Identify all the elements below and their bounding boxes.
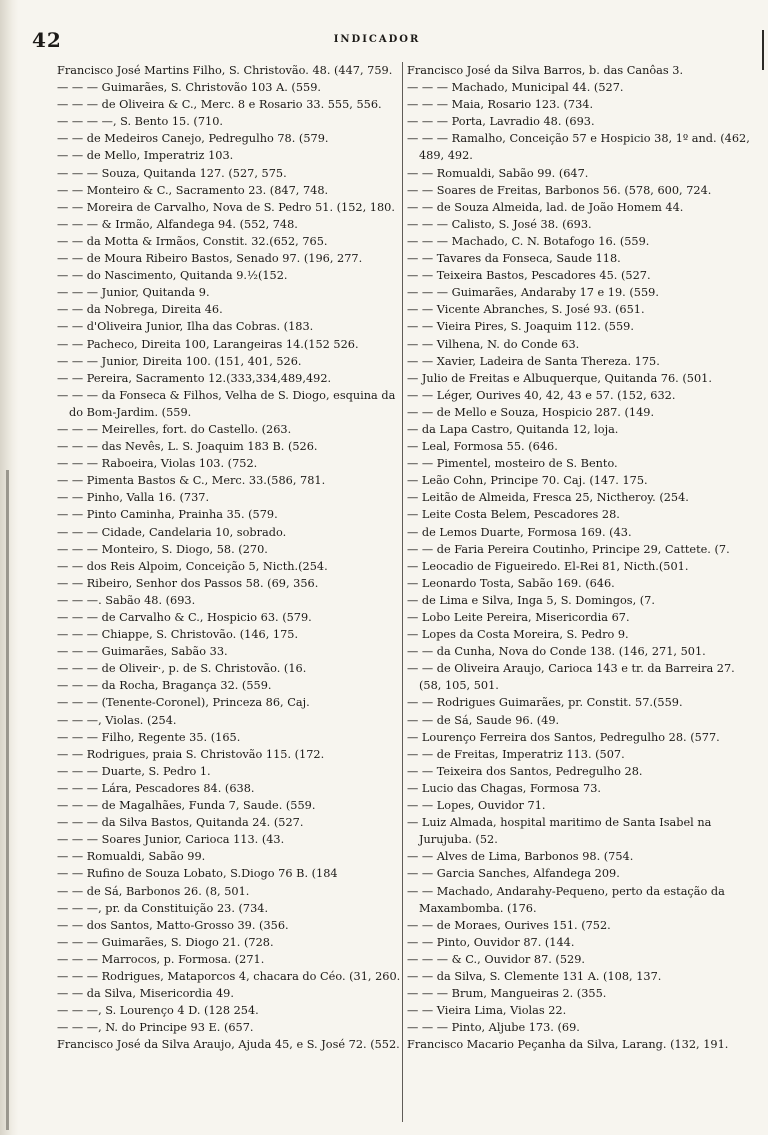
directory-entry: — — Léger, Ourives 40, 42, 43 e 57. (152, 632. [407,388,676,402]
directory-entry: — — de Sá, Barbonos 26. (8, 501. [57,884,250,898]
binding-edge-mark [6,470,9,1130]
directory-entry: — — da Motta & Irmãos, Constit. 32.(652, 765. [57,234,328,248]
directory-entry: — — Rufino de Souza Lobato, S.Diogo 76 B. (184 [57,867,338,881]
directory-entry: — — —, pr. da Constituição 23. (734. [57,901,269,915]
directory-entry: — — Teixeira Bastos, Pescadores 45. (527. [407,269,651,283]
directory-entry: — Leitão de Almeida, Fresca 25, Nictheroy. (254. [407,491,689,505]
directory-entry: — da Lapa Castro, Quitanda 12, loja. [407,422,619,436]
directory-entry: Francisco Macario Peçanha da Silva, Larang. (132, 191. [407,1038,729,1052]
directory-entry: — — de Faria Pereira Coutinho, Principe 29, Cattete. (7. [407,542,730,556]
directory-entry: — — Monteiro & C., Sacramento 23. (847, 748. [57,183,329,197]
directory-entry: — — Pimenta Bastos & C., Merc. 33.(586, 781. [57,474,326,488]
directory-entry: — — — de Magalhães, Funda 7, Saude. (559. [57,799,316,813]
directory-entry: — — — de Oliveira & C., Merc. 8 e Rosario 33. 555, 556. [57,98,382,112]
directory-entry: Francisco José da Silva Araujo, Ajuda 45, e S. José 72. (552. [57,1038,400,1052]
directory-entry: — — de Oliveira Araujo, Carioca 143 e tr. da Barreira 27. (58, 105, 501. [407,662,735,693]
directory-entry: — Luiz Almada, hospital maritimo de Santa Isabel na Jurujuba. (52. [407,816,712,847]
directory-entry: — — —, Violas. (254. [57,713,177,727]
directory-entry: — — de Mello e Souza, Hospicio 287. (149. [407,405,655,419]
directory-entry: — — — da Silva Bastos, Quitanda 24. (527. [57,816,304,830]
directory-entry: — Julio de Freitas e Albuquerque, Quitanda 76. (501. [407,371,712,385]
directory-entry: — — — Meirelles, fort. do Castello. (263. [57,422,292,436]
directory-entry: — — — Machado, Municipal 44. (527. [407,81,624,95]
directory-entry: — — — (Tenente-Coronel), Princeza 86, Caj. [57,696,310,710]
directory-entry: — — Rodrigues Guimarães, pr. Constit. 57.(559. [407,696,683,710]
directory-entry: — — do Nascimento, Quitanda 9.½(152. [57,269,288,283]
directory-entry: — — — Guimarães, Sabão 33. [57,645,228,659]
directory-entry: — — dos Santos, Matto-Grosso 39. (356. [57,918,289,932]
directory-entry: — Leonardo Tosta, Sabão 169. (646. [407,576,615,590]
directory-entry: — — Vieira Lima, Violas 22. [407,1004,567,1018]
directory-entry: — — — Duarte, S. Pedro 1. [57,764,211,778]
directory-entry: — — de Souza Almeida, lad. de João Homem 44. [407,200,684,214]
directory-entry: — — — Junior, Direita 100. (151, 401, 526. [57,354,302,368]
directory-entry: — — — Guimarães, S. Christovão 103 A. (559. [57,81,321,95]
directory-entry: — Leocadio de Figueiredo. El-Rei 81, Nicth.(501. [407,559,689,573]
directory-entry: — — de Mello, Imperatriz 103. [57,149,234,163]
directory-entry: — — — Ramalho, Conceição 57 e Hospicio 38, 1º and. (462, 489, 492. [407,132,750,163]
directory-entry: — — — Lára, Pescadores 84. (638. [57,781,255,795]
directory-entry: — — — Machado, C. N. Botafogo 16. (559. [407,234,650,248]
directory-entry: — — — da Rocha, Bragança 32. (559. [57,679,272,693]
directory-entry: Francisco José da Silva Barros, b. das Canôas 3. [407,64,684,77]
directory-entry: — — Ribeiro, Senhor dos Passos 58. (69, 356. [57,576,319,590]
directory-entry: — — Moreira de Carvalho, Nova de S. Pedro 51. (152, 180. [57,200,395,214]
column-rule [402,62,403,1122]
directory-entry: — — Garcia Sanches, Alfandega 209. [407,867,620,881]
directory-entry: — — Teixeira dos Santos, Pedregulho 28. [407,764,643,778]
directory-entry: — — da Silva, Misericordia 49. [57,987,234,1001]
directory-entry: — — da Cunha, Nova do Conde 138. (146, 271, 501. [407,645,706,659]
directory-entry: — Lourenço Ferreira dos Santos, Pedregulho 28. (577. [407,730,720,744]
directory-entry: Francisco José Martins Filho, S. Christovão. 48. (447, 759. [57,64,393,77]
directory-entry: — — Vicente Abranches, S. José 93. (651. [407,303,645,317]
right-column [407,62,755,1122]
directory-entry: — — da Silva, S. Clemente 131 A. (108, 137. [407,969,662,983]
page-number: 42 [32,28,62,52]
page-binding-shadow [0,0,18,1135]
directory-entry: — — Xavier, Ladeira de Santa Thereza. 175. [407,354,660,368]
directory-entry: — — Pinho, Valla 16. (737. [57,491,210,505]
directory-entry: — — Alves de Lima, Barbonos 98. (754. [407,850,634,864]
directory-entry: — — — Pinto, Aljube 173. (69. [407,1021,580,1035]
directory-entry: — — de Moura Ribeiro Bastos, Senado 97. (196, 277. [57,252,363,266]
directory-entry: — — — Soares Junior, Carioca 113. (43. [57,833,285,847]
directory-entry: — — Romualdi, Sabão 99. [57,850,206,864]
directory-entry: — — — Marrocos, p. Formosa. (271. [57,952,265,966]
directory-entry: — — — Guimarães, Andaraby 17 e 19. (559. [407,286,659,300]
directory-entry: — — Pinto Caminha, Prainha 35. (579. [57,508,278,522]
directory-entry: — — — Raboeira, Violas 103. (752. [57,457,258,471]
directory-entry: — — de Medeiros Canejo, Pedregulho 78. (579. [57,132,329,146]
directory-entry: — — — de Carvalho & C., Hospicio 63. (579. [57,611,312,624]
directory-entry: — — — Souza, Quitanda 127. (527, 575. [57,166,287,180]
directory-entry: — — — Filho, Regente 35. (165. [57,730,241,744]
directory-entry: — — de Freitas, Imperatriz 113. (507. [407,747,625,761]
directory-entry: — — Soares de Freitas, Barbonos 56. (578, 600, 724. [407,183,712,197]
directory-entry: — Lucio das Chagas, Formosa 73. [407,781,601,795]
left-column [57,62,402,1122]
directory-entry: — — Machado, Andarahy-Pequeno, perto da estação da Maxambomba. (176. [407,884,725,915]
directory-entry: — — — Cidade, Candelaria 10, sobrado. [57,525,287,539]
directory-entry: — — —, N. do Principe 93 E. (657. [57,1021,254,1035]
directory-entry: — Leão Cohn, Principe 70. Caj. (147. 175. [407,474,648,488]
directory-entry: — — Rodrigues, praia S. Christovão 115. (172. [57,747,325,761]
directory-entry: — — Pimentel, mosteiro de S. Bento. [407,457,618,471]
directory-entry: — Leite Costa Belem, Pescadores 28. [407,508,620,522]
directory-entry: — — Vilhena, N. do Conde 63. [407,337,580,351]
directory-entry: — — — Monteiro, S. Diogo, 58. (270. [57,542,268,556]
directory-entry: — — —. Sabão 48. (693. [57,593,196,607]
directory-entry: — de Lima e Silva, Inga 5, S. Domingos, (7. [407,593,655,607]
directory-entry: — de Lemos Duarte, Formosa 169. (43. [407,525,632,539]
directory-entry: — — — —, S. Bento 15. (710. [57,115,223,129]
directory-entry: — Lobo Leite Pereira, Misericordia 67. [407,611,630,624]
directory-entry: — — de Sá, Saude 96. (49. [407,713,560,727]
directory-entry: — — — Junior, Quitanda 9. [57,286,210,300]
directory-entry: — — — de Oliveir·, p. de S. Christovão. (16. [57,662,307,676]
directory-entry: — — — & Irmão, Alfandega 94. (552, 748. [57,217,298,231]
directory-entry: — — — Brum, Mangueiras 2. (355. [407,987,607,1001]
directory-entry: — — — Calisto, S. José 38. (693. [407,217,592,231]
entry-columns [57,62,757,1122]
directory-entry: — — — da Fonseca & Filhos, Velha de S. Diogo, esquina da do Bom-Jardim. (559. [57,388,396,419]
directory-entry: — — — Chiappe, S. Christovão. (146, 175. [57,628,299,642]
directory-entry: — Lopes da Costa Moreira, S. Pedro 9. [407,628,629,642]
page-edge-mark [762,30,764,70]
running-title: INDICADOR [333,34,421,45]
directory-entry: — — dos Reis Alpoim, Conceição 5, Nicth.(254. [57,559,328,573]
directory-entry: — — Pereira, Sacramento 12.(333,334,489,492. [57,371,332,385]
directory-entry: — — Pinto, Ouvidor 87. (144. [407,935,575,949]
directory-entry: — Leal, Formosa 55. (646. [407,440,558,454]
directory-entry: — — d'Oliveira Junior, Ilha das Cobras. (183. [57,320,314,334]
directory-entry: — — — Maia, Rosario 123. (734. [407,98,594,112]
directory-entry: — — de Moraes, Ourives 151. (752. [407,918,611,932]
directory-entry: — — Pacheco, Direita 100, Larangeiras 14.(152 526. [57,337,359,351]
directory-entry: — — — Guimarães, S. Diogo 21. (728. [57,935,274,949]
directory-entry: — — Romualdi, Sabão 99. (647. [407,166,589,180]
directory-entry: — — Lopes, Ouvidor 71. [407,799,546,813]
directory-entry: — — — Porta, Lavradio 48. (693. [407,115,595,129]
directory-entry: — — Tavares da Fonseca, Saude 118. [407,252,621,266]
directory-entry: — — Vieira Pires, S. Joaquim 112. (559. [407,320,634,334]
directory-entry: — — — & C., Ouvidor 87. (529. [407,952,585,966]
directory-entry: — — da Nobrega, Direita 46. [57,303,223,317]
directory-entry: — — — das Nevês, L. S. Joaquim 183 B. (526. [57,440,318,454]
directory-entry: — — — Rodrigues, Mataporcos 4, chacara do Céo. (31, 260. [57,969,401,983]
directory-entry: — — —, S. Lourenço 4 D. (128 254. [57,1004,259,1018]
page-header [26,28,728,52]
